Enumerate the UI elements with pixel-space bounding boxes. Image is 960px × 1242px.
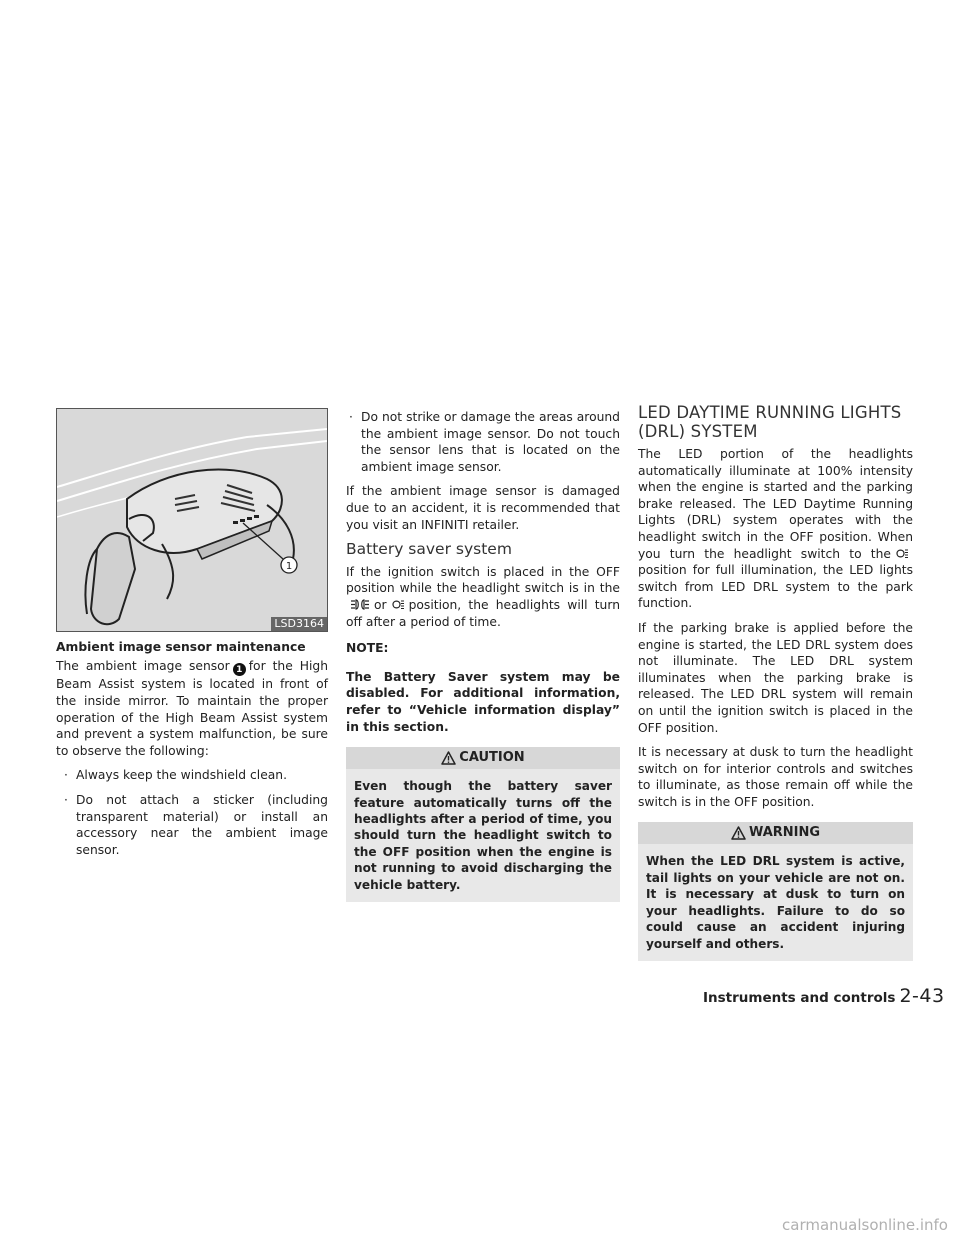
list-item: · Always keep the windshield clean. — [64, 768, 287, 783]
drl-paragraph-2: If the parking brake is applied before the engine is started, the LED DRL system does not illuminate. The LED DRL system illuminates when the parking brake is released. The LED DRL system will remain on until the ignition switch is placed in the OFF position. — [638, 620, 913, 735]
list-item: · Do not strike or damage the areas around the ambient image sensor. Do not touch the sensor lens that is located on the ambient image sensor. — [349, 410, 620, 474]
note-text: The Battery Saver system may be disabled. For additional information, refer to “Vehicle information display” in this section. — [346, 669, 620, 734]
figure-code: LSD3164 — [271, 617, 327, 631]
callout-marker: 1 — [233, 663, 246, 676]
sensor-intro-paragraph — [56, 658, 328, 760]
headlight-icon — [895, 548, 909, 559]
caution-icon — [441, 751, 456, 765]
battery-saver-paragraph: If the ignition switch is placed in the OFF position while the headlight switch is in theor position, the headlights will turn off after a period of time. — [346, 564, 620, 629]
intro-text-end: for the High Beam Assist system is located in front of the inside mirror. To maintain the proper operation of the High Beam Assist system and prevent a system malfunction, be sure to observe the following: — [56, 658, 328, 758]
callout-number: 1 — [285, 561, 293, 572]
maintenance-list — [56, 767, 328, 858]
intro-text-start: The ambient image sensor — [56, 658, 230, 673]
maintenance-list-continued — [346, 409, 620, 475]
battery-saver-heading: Battery saver system — [346, 540, 512, 559]
middle-column — [346, 409, 620, 902]
caution-box — [346, 747, 620, 902]
drl-paragraph-1: The LED portion of the headlights automatically illuminate at 100% intensity when the engine is started and the parking brake released. The LED Daytime Running Lights (DRL) system operates with the headlight switch in the OFF position. When you turn the headlight switch to theposition for full illumination, the LED lights switch from LED DRL system to the park function. — [638, 447, 913, 611]
warning-header — [638, 822, 913, 844]
list-item: · Do not attach a sticker (including transparent material) or install an accessory near the ambient image sensor. — [64, 792, 328, 857]
sensor-maintenance-heading: Ambient image sensor maintenance — [56, 640, 306, 654]
warning-icon — [731, 826, 746, 840]
watermark: carmanualsonline.info — [782, 1216, 948, 1234]
headlight-icon — [391, 599, 405, 610]
warning-text: When the LED DRL system is active, tail lights on your vehicle are not on. It is necessary at dusk to turn on your headlights. Failure to do so could cause an accident injuring yourself and others. — [646, 854, 905, 951]
page-footer — [703, 985, 945, 1007]
caution-header — [346, 747, 620, 769]
damage-paragraph: If the ambient image sensor is damaged due to an accident, it is recommended that you visit an INFINITI retailer. — [346, 484, 620, 532]
sensor-illustration — [56, 408, 328, 632]
caution-text: Even though the battery saver feature automatically turns off the headlights after a period of time, you should turn the headlight switch to the OFF position when the engine is not running to avoid discharging the vehicle battery. — [354, 779, 612, 892]
parking-lights-icon — [350, 599, 370, 610]
drl-section-title: LED DAYTIME RUNNING LIGHTS (DRL) SYSTEM — [638, 403, 902, 441]
warning-title: WARNING — [748, 825, 821, 841]
right-column — [638, 403, 913, 961]
warning-box — [638, 822, 913, 960]
ambient-image-sensor-drawing — [57, 409, 327, 631]
page-number: 2-43 — [899, 985, 945, 1007]
drl-paragraph-3: It is necessary at dusk to turn the headlight switch on for interior controls and switches to illuminate, as those remain off while the switch is in the OFF position. — [638, 745, 913, 809]
note-label: NOTE: — [346, 641, 389, 656]
left-column — [56, 408, 328, 866]
caution-title: CAUTION — [459, 749, 525, 765]
footer-section-name: Instruments and controls — [703, 990, 896, 1006]
